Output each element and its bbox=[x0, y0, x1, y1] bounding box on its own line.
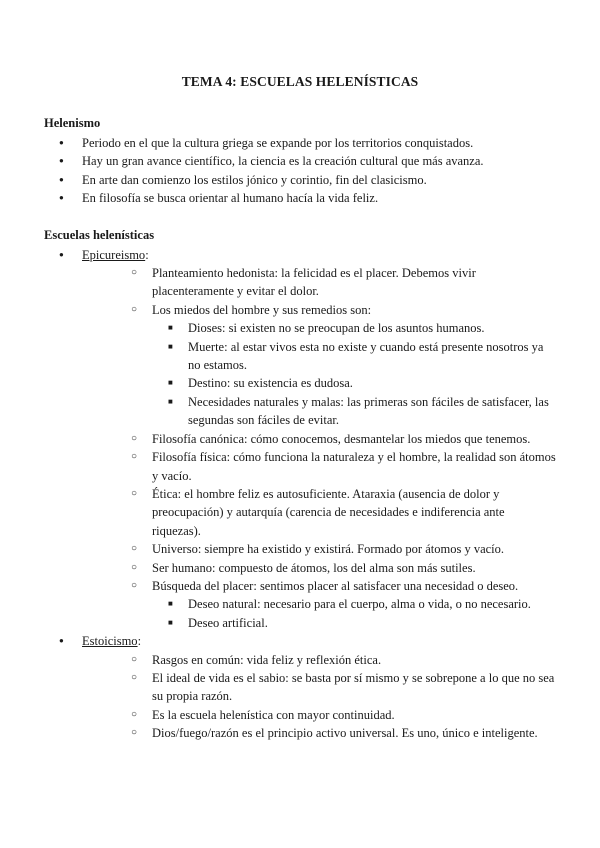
list-item: ○ El ideal de vida es el sabio: se basta por sí mismo y se sobrepone a lo que no sea su propia razón. bbox=[118, 669, 556, 706]
list-item: ○ Universo: siempre ha existido y existirá. Formado por átomos y vacío. bbox=[118, 540, 556, 558]
list-item: ○ Ética: el hombre feliz es autosuficiente. Ataraxia (ausencia de dolor y preocupación) y autarquía (carencia de necesidades e indiferencia ante riquezas). bbox=[118, 485, 556, 540]
list-item: ○ Filosofía canónica: cómo conocemos, desmantelar los miedos que tenemos. bbox=[118, 430, 556, 448]
list-item: ● Periodo en el que la cultura griega se expande por los territorios conquistados. bbox=[44, 134, 556, 152]
list-item-text: Los miedos del hombre y sus remedios son: bbox=[152, 302, 372, 317]
list-item: ■ Destino: su existencia es dudosa. bbox=[166, 374, 556, 392]
list-item: ● Hay un gran avance científico, la ciencia es la creación cultural que más avanza. bbox=[44, 152, 556, 170]
list-item-text: Búsqueda del placer: sentimos placer al satisfacer una necesidad o deseo. bbox=[152, 578, 519, 593]
section-heading-helenismo: Helenismo bbox=[44, 116, 101, 130]
school-estoicismo bbox=[44, 632, 556, 742]
list-item bbox=[118, 577, 556, 632]
placer-sublist bbox=[152, 595, 556, 632]
list-item: ● En filosofía se busca orientar al humano hacía la vida feliz. bbox=[44, 189, 556, 207]
list-item: ■ Deseo artificial. bbox=[166, 614, 556, 632]
list-item: ■ Dioses: si existen no se preocupan de los asuntos humanos. bbox=[166, 319, 556, 337]
school-epicureismo bbox=[44, 246, 556, 633]
list-item: ○ Es la escuela helenística con mayor continuidad. bbox=[118, 706, 556, 724]
section-heading-escuelas: Escuelas helenísticas bbox=[44, 227, 155, 242]
estoicismo-sublist bbox=[82, 651, 556, 743]
list-item: ■ Deseo natural: necesario para el cuerpo, alma o vida, o no necesario. bbox=[166, 595, 556, 613]
list-item: ○ Dios/fuego/razón es el principio activo universal. Es uno, único e inteligente. bbox=[118, 724, 556, 742]
school-colon: : bbox=[137, 634, 142, 649]
list-item: ● En arte dan comienzo los estilos jónico y corintio, fin del clasicismo. bbox=[44, 171, 556, 189]
page-title: TEMA 4: ESCUELAS HELENÍSTICAS bbox=[181, 74, 419, 89]
miedos-sublist bbox=[152, 319, 556, 429]
helenismo-list bbox=[44, 134, 556, 208]
escuelas-list bbox=[44, 246, 556, 743]
school-colon: : bbox=[145, 247, 149, 262]
school-name-epicureismo: Epicureismo bbox=[82, 247, 146, 262]
epicureismo-sublist bbox=[82, 264, 556, 632]
list-item: ○ Filosofía física: cómo funciona la naturaleza y el hombre, la realidad son átomos y vacío. bbox=[118, 448, 556, 485]
list-item: ○ Rasgos en común: vida feliz y reflexión ética. bbox=[118, 651, 556, 669]
school-name-estoicismo: Estoicismo bbox=[82, 634, 138, 649]
list-item: ○ Ser humano: compuesto de átomos, los del alma son más sutiles. bbox=[118, 559, 556, 577]
list-item: ■ Muerte: al estar vivos esta no existe y cuando está presente nosotros ya no estamos. bbox=[166, 338, 556, 375]
list-item: ○ Planteamiento hedonista: la felicidad es el placer. Debemos vivir placenteramente y evitar el dolor. bbox=[118, 264, 556, 301]
list-item: ■ Necesidades naturales y malas: las primeras son fáciles de satisfacer, las segundas son fáciles de evitar. bbox=[166, 393, 556, 430]
list-item bbox=[118, 301, 556, 430]
